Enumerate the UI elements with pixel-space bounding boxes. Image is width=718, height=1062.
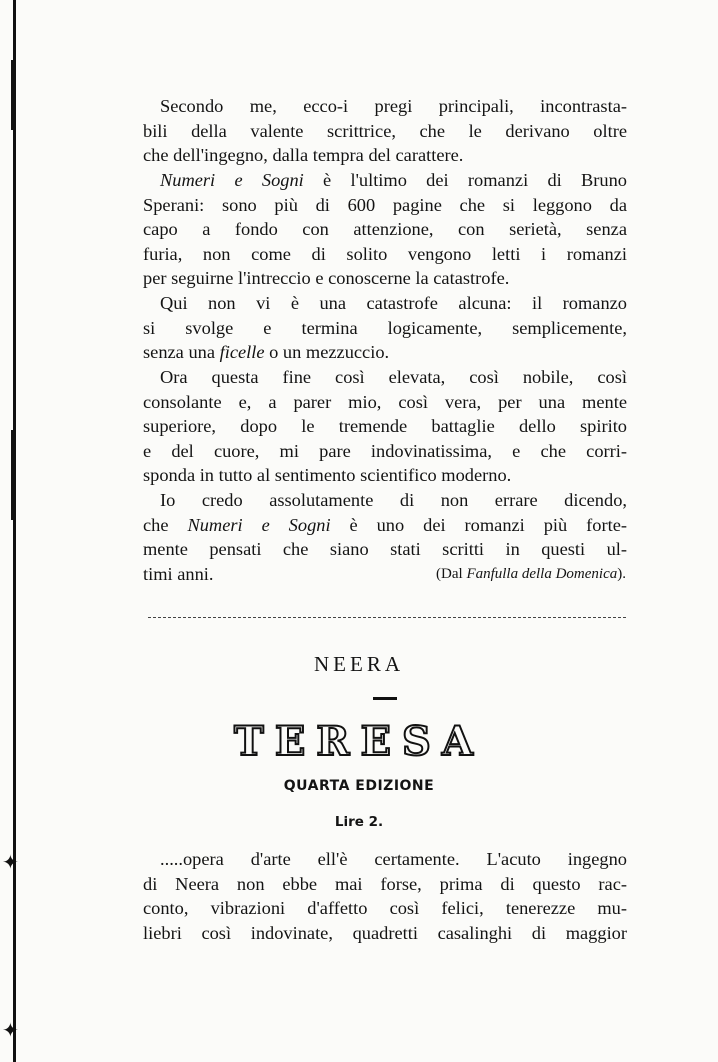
- text-line: mente pensati che siano stati scritti in questi ul-: [143, 539, 627, 560]
- text-line: consolante e, a parer mio, così vera, per una mente: [143, 391, 627, 412]
- section-divider: [148, 617, 626, 618]
- title-dash: [373, 697, 397, 700]
- text-line: capo a fondo con attenzione, con serietà, senza: [143, 219, 627, 240]
- text-line: Sperani: sono più di 600 pagine che si leggono da: [143, 194, 627, 215]
- text-line: sponda in tutto al sentimento scientifico moderno.: [143, 465, 512, 486]
- binding-mark: [11, 60, 16, 130]
- review-paragraph: [143, 847, 627, 945]
- text-line: si svolge e termina logicamente, semplicemente,: [143, 317, 627, 338]
- text-line: liebri così indovinate, quadretti casalinghi di maggior: [143, 922, 627, 943]
- price-label: Lire 2.: [334, 814, 384, 830]
- newspaper-name: Fanfulla della Domenica: [466, 566, 618, 582]
- text-line: timi anni.: [143, 563, 214, 584]
- book-title: TERESA: [234, 718, 484, 765]
- text-line: [143, 168, 627, 193]
- author-name: NEERA: [314, 652, 404, 676]
- review-paragraph: [143, 365, 627, 488]
- review-paragraph: [143, 291, 627, 365]
- text-line: per seguirne l'intreccio e conoscerne la catastrofe.: [143, 268, 510, 289]
- book-title-italic: Numeri e Sogni: [160, 170, 304, 190]
- text-span: è uno dei romanzi più forte-: [330, 514, 628, 535]
- text-line: di Neera non ebbe mai forse, prima di questo rac-: [143, 873, 627, 894]
- review-source: [330, 566, 626, 583]
- binding-cross-icon: ✦: [2, 1018, 19, 1042]
- page-binding-edge: [0, 0, 22, 1062]
- edition-label: QUARTA EDIZIONE: [283, 778, 435, 794]
- text-line: Qui non vi è una catastrofe alcuna: il romanzo: [160, 293, 627, 313]
- text-line: Io credo assolutamente di non errare dicendo,: [160, 490, 627, 510]
- text-span: è l'ultimo dei romanzi di Bruno: [303, 170, 627, 190]
- text-line: Secondo me, ecco-i pregi principali, incontrasta-: [160, 96, 627, 116]
- text-line: conto, vibrazioni d'affetto così felici, tenerezze mu-: [143, 898, 627, 919]
- text-line: Ora questa fine così elevata, così nobile, così: [160, 367, 627, 387]
- text-line: furia, non come di solito vengono letti i romanzi: [143, 243, 627, 264]
- text-span: senza una: [143, 342, 220, 363]
- text-line: superiore, dopo le tremende battaglie dello spirito: [143, 416, 627, 437]
- text-line: bili della valente scrittrice, che le derivano oltre: [143, 120, 627, 141]
- review-paragraph: [143, 168, 627, 291]
- italic-word: ficelle: [219, 342, 265, 363]
- text-span: ).: [617, 566, 626, 582]
- binding-cross-icon: ✦: [2, 850, 19, 874]
- text-line: [143, 513, 627, 538]
- text-span: o un mezzuccio.: [264, 342, 390, 363]
- text-line: che dell'ingegno, dalla tempra del carattere.: [143, 145, 464, 166]
- text-line: [143, 340, 627, 365]
- text-line: .....opera d'arte ell'è certamente. L'acuto ingegno: [160, 849, 627, 869]
- review-paragraph: [143, 94, 627, 168]
- text-line: e del cuore, mi pare indovinatissima, e che corri-: [143, 440, 627, 461]
- binding-mark: [11, 430, 16, 520]
- text-span: che: [143, 514, 188, 535]
- binding-line: [13, 0, 16, 1062]
- book-title-italic: Numeri e Sogni: [187, 514, 331, 535]
- text-span: (Dal: [436, 566, 467, 582]
